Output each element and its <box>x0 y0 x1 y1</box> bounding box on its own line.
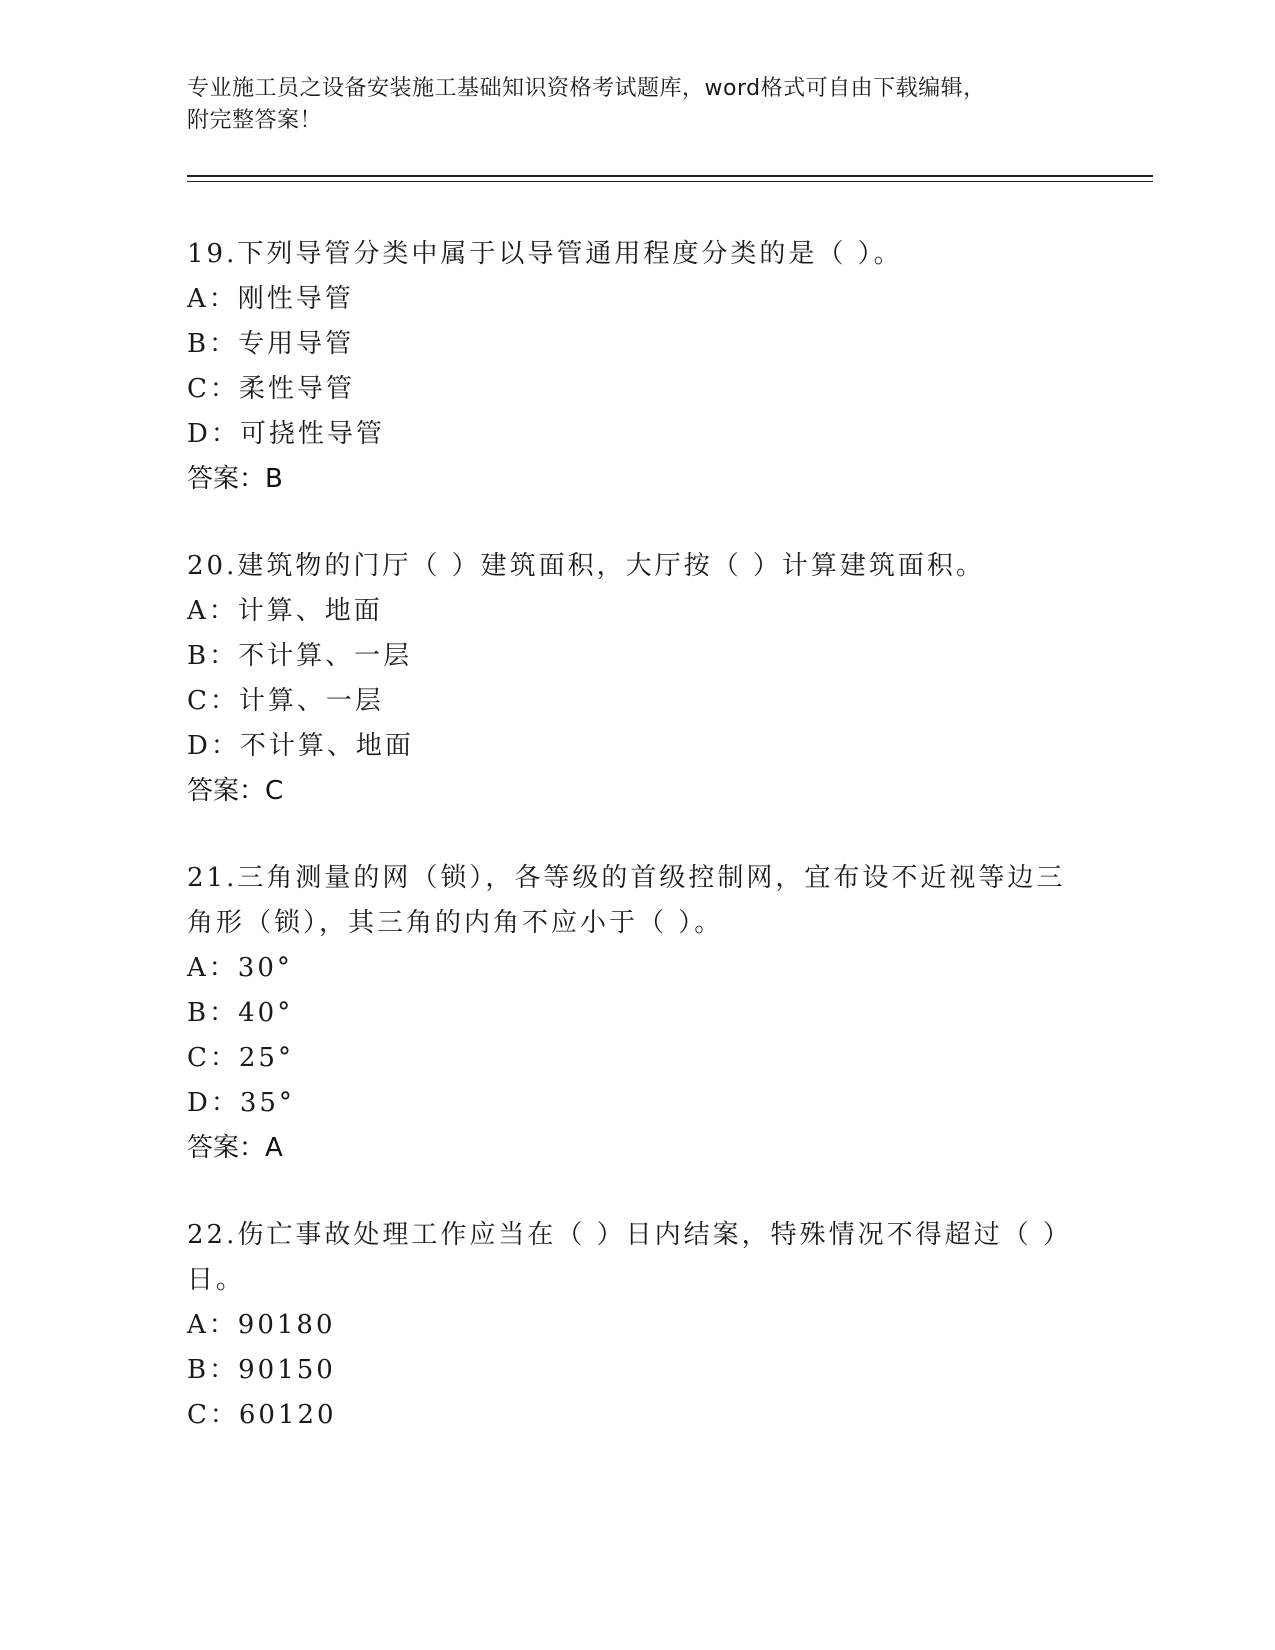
option-a: A：刚性导管 <box>187 284 354 314</box>
option-a: A：计算、地面 <box>187 596 383 626</box>
header-divider-thick <box>187 175 1153 177</box>
question-21 <box>187 856 1087 1171</box>
question-stem: 22.伤亡事故处理工作应当在（ ）日内结案，特殊情况不得超过（ ）日。 <box>187 1220 1072 1295</box>
question-22 <box>187 1213 1087 1438</box>
option-c: C：柔性导管 <box>187 374 355 404</box>
option-b: B：不计算、一层 <box>187 641 413 671</box>
question-stem: 20.建筑物的门厅（ ）建筑面积，大厅按（ ）计算建筑面积。 <box>187 551 985 581</box>
option-d: D：35° <box>187 1088 295 1118</box>
option-c: C：25° <box>187 1043 294 1073</box>
option-b: B：90150 <box>187 1355 336 1385</box>
header-line-2: 附完整答案！ <box>187 108 323 133</box>
option-d: D：不计算、地面 <box>187 731 414 761</box>
header-line-1: 专业施工员之设备安装施工基础知识资格考试题库，word格式可自由下载编辑， <box>187 76 986 101</box>
question-19 <box>187 232 1087 502</box>
question-20 <box>187 544 1087 814</box>
option-d: D：可挠性导管 <box>187 419 385 449</box>
question-stem: 19.下列导管分类中属于以导管通用程度分类的是（ ）。 <box>187 239 903 269</box>
option-a: A：30° <box>187 953 293 983</box>
option-b: B：40° <box>187 998 294 1028</box>
option-b: B：专用导管 <box>187 329 355 359</box>
document-header <box>187 73 1087 137</box>
question-stem: 21.三角测量的网（锁），各等级的首级控制网，宜布设不近视等边三角形（锁），其三角的内角不应小于（ ）。 <box>187 863 1066 938</box>
question-list <box>187 232 1087 1480</box>
option-a: A：90180 <box>187 1310 336 1340</box>
answer-line: 答案：A <box>187 1133 283 1163</box>
option-c: C：60120 <box>187 1400 337 1430</box>
option-c: C：计算、一层 <box>187 686 384 716</box>
answer-line: 答案：C <box>187 776 284 806</box>
answer-line: 答案：B <box>187 464 283 494</box>
header-divider-thin <box>187 181 1153 182</box>
